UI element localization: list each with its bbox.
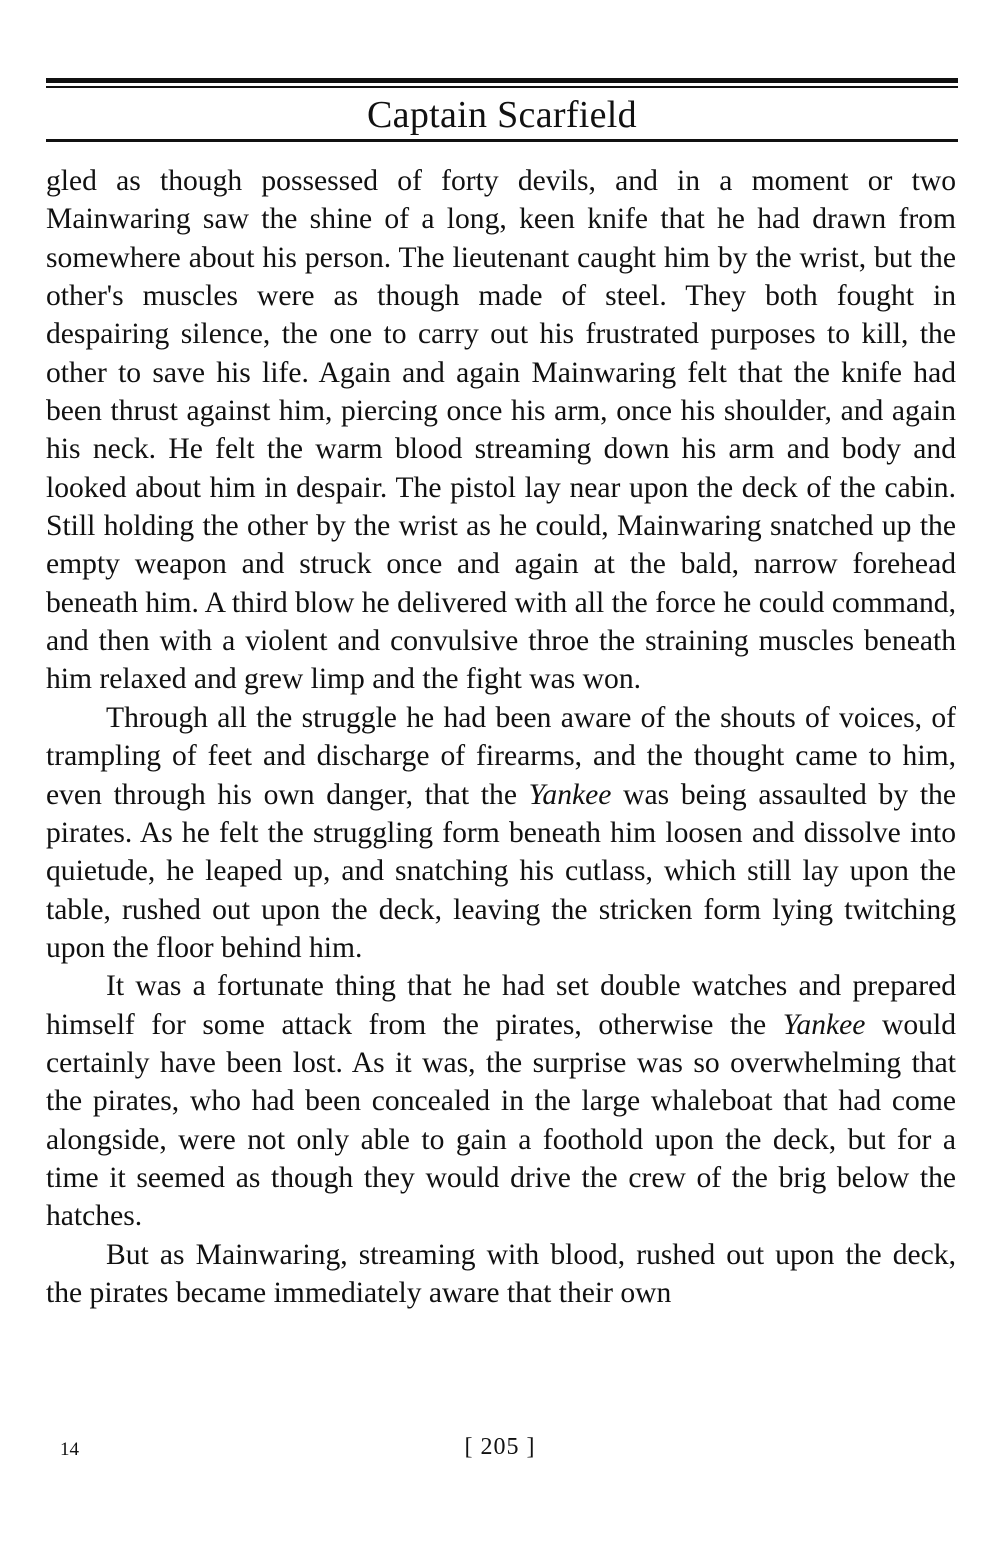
paragraph-text: It was a fortunate thing that he had set double watches and prepared himself for some attack from the pirates, otherwise the xyxy=(46,970,956,1041)
paragraph-text: But as Mainwaring, streaming with blood, rushed out upon the deck, the pirates became immediately aware that their own xyxy=(46,1238,956,1309)
signature-mark: 14 xyxy=(60,1439,79,1460)
header-rule-top xyxy=(46,78,958,83)
paragraph-text: was being assaulted by the pirates. As he felt the struggling form beneath him loosen and dissolve into quietude, he leaped up, and snatching his cutlass, which still lay upon the table, rushed out upon the deck, leaving the stricken form lying twitching upon the floor behind him. xyxy=(46,778,956,964)
paragraph xyxy=(46,967,956,1235)
paragraph xyxy=(46,1236,956,1313)
paragraph xyxy=(46,699,956,967)
running-title: Captain Scarfield xyxy=(367,94,637,136)
paragraph-text: would certainly have been lost. As it was, the surprise was so overwhelming that the pirates, who had been concealed in the large whaleboat that had come alongside, were not only able to gain a foothold upon the deck, but for a time it seemed as though they would drive the crew of the brig below the hatches. xyxy=(46,1008,956,1233)
paragraph xyxy=(46,162,956,699)
body-text xyxy=(46,162,956,1312)
page-number: [ 205 ] xyxy=(464,1434,536,1460)
italic-ship-name: Yankee xyxy=(528,778,612,811)
italic-ship-name: Yankee xyxy=(782,1008,866,1041)
header-rule-top-thin xyxy=(46,86,958,88)
header-rule-bottom xyxy=(46,139,958,142)
paragraph-text: Through all the struggle he had been aware of the shouts of voices, of trampling of feet and discharge of firearms, and the thought came to him, even through his own danger, that the xyxy=(46,701,956,811)
paragraph-text: gled as though possessed of forty devils, and in a moment or two Mainwaring saw the shine of a long, keen knife that he had drawn from somewhere about his person. The lieutenant caught him by the wrist, but the other's muscles were as though made of steel. They both fought in despairing silence, the one to carry out his frustrated purposes to kill, the other to save his life. Again and again Mainwaring felt that the knife had been thrust against him, piercing once his arm, once his shoulder, and again his neck. He felt the warm blood streaming down his arm and body and looked about him in despair. The pistol lay near upon the deck of the cabin. Still holding the other by the wrist as he could, Mainwaring snatched up the empty weapon and struck once and again at the bald, narrow forehead beneath him. A third blow he delivered with all the force he could command, and then with a violent and convulsive throe the straining muscles beneath him relaxed and grew limp and the fight was won. xyxy=(46,165,956,696)
